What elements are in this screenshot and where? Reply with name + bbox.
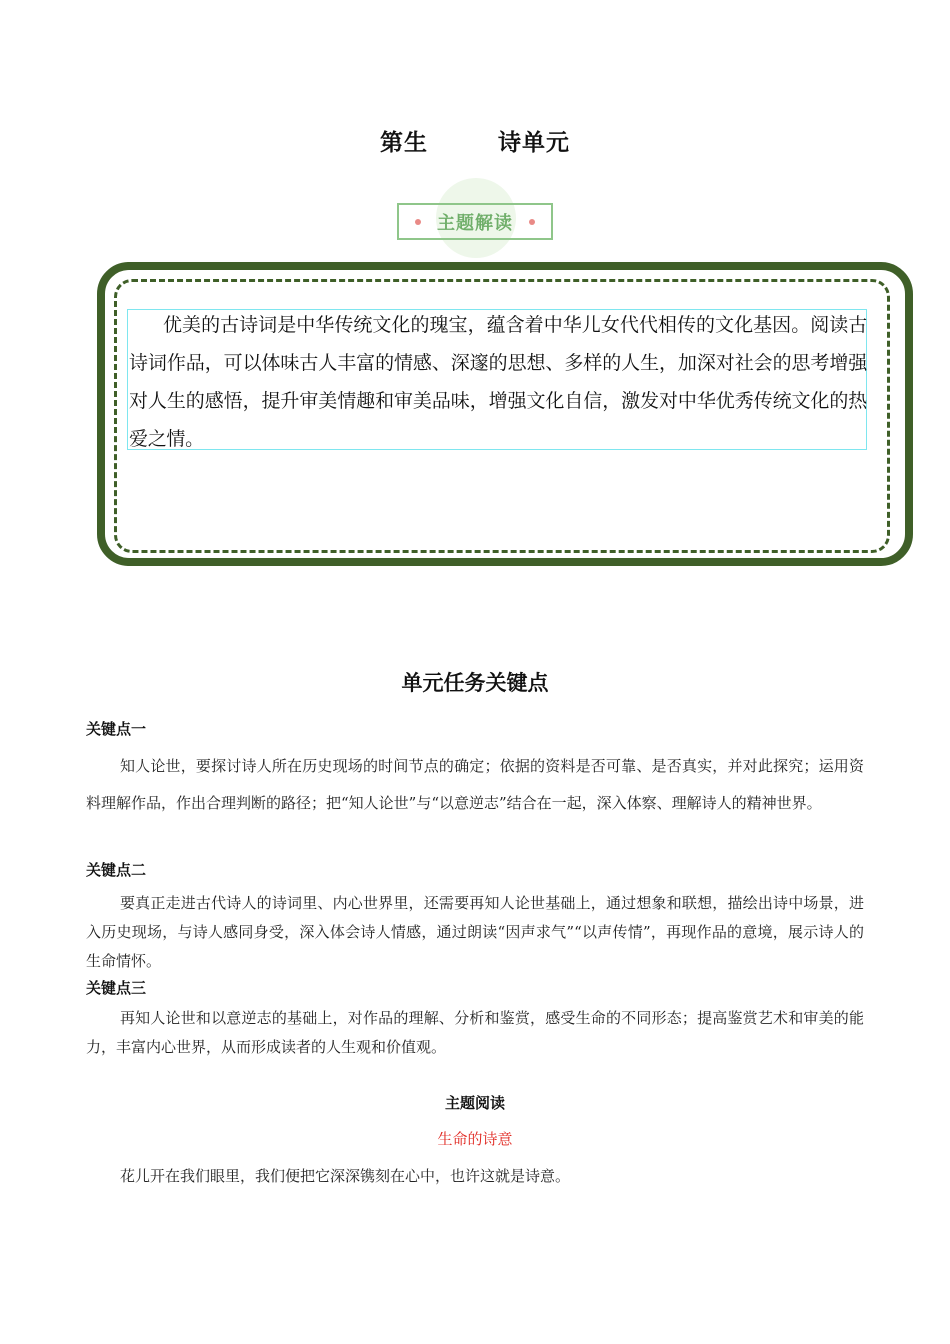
key-point-heading: 关键点一 xyxy=(86,720,147,738)
key-point-text: 要真正走进古代诗人的诗词里、内心世界里，还需要再知人论世基础上，通过想象和联想，描绘出诗中场景，进入历史现场，与诗人感同身受，深入体会诗人情感，通过朗读“因声求气”“以声传情”，再现作品的意境，展示诗人的生命情怀。 xyxy=(86,894,864,970)
reading-section-title: 主题阅读 xyxy=(444,1094,505,1112)
unit-title xyxy=(0,124,950,157)
theme-badge xyxy=(397,178,553,264)
dot-icon xyxy=(415,219,421,225)
unit-title-part1: 第生 xyxy=(380,130,428,156)
poem-title: 生命的诗意 xyxy=(437,1130,513,1148)
reading-paragraph: 花儿开在我们眼里，我们便把它深深镌刻在心中，也许这就是诗意。 xyxy=(120,1167,571,1185)
key-points-title: 单元任务关键点 xyxy=(401,671,549,695)
unit-title-part2: 诗单元 xyxy=(498,130,570,156)
theme-badge-label: 主题解读 xyxy=(437,212,513,234)
key-point-text: 知人论世，要探讨诗人所在历史现场的时间节点的确定；依据的资料是否可靠、是否真实，并对此探究；运用资料理解作品，作出合理判断的路径；把“知人论世”与“以意逆志”结合在一起，深入体察、理解诗人的精神世界。 xyxy=(86,757,864,812)
badge-frame xyxy=(397,203,553,240)
key-point-text: 再知人论世和以意逆志的基础上，对作品的理解、分析和鉴赏，感受生命的不同形态；提高鉴赏艺术和审美的能力，丰富内心世界，从而形成读者的人生观和价值观。 xyxy=(86,1009,864,1056)
key-point-heading: 关键点三 xyxy=(86,979,147,997)
intro-paragraph: 优美的古诗词是中华传统文化的瑰宝，蕴含着中华儿女代代相传的文化基因。阅读古诗词作品，可以体味古人丰富的情感、深邃的思想、多样的人生，加深对社会的思考增强对人生的感悟，提升审美情趣和审美品味，增强文化自信，激发对中华优秀传统文化的热爱之情。 xyxy=(129,314,867,450)
key-point-heading: 关键点二 xyxy=(86,861,147,879)
dot-icon xyxy=(529,219,535,225)
